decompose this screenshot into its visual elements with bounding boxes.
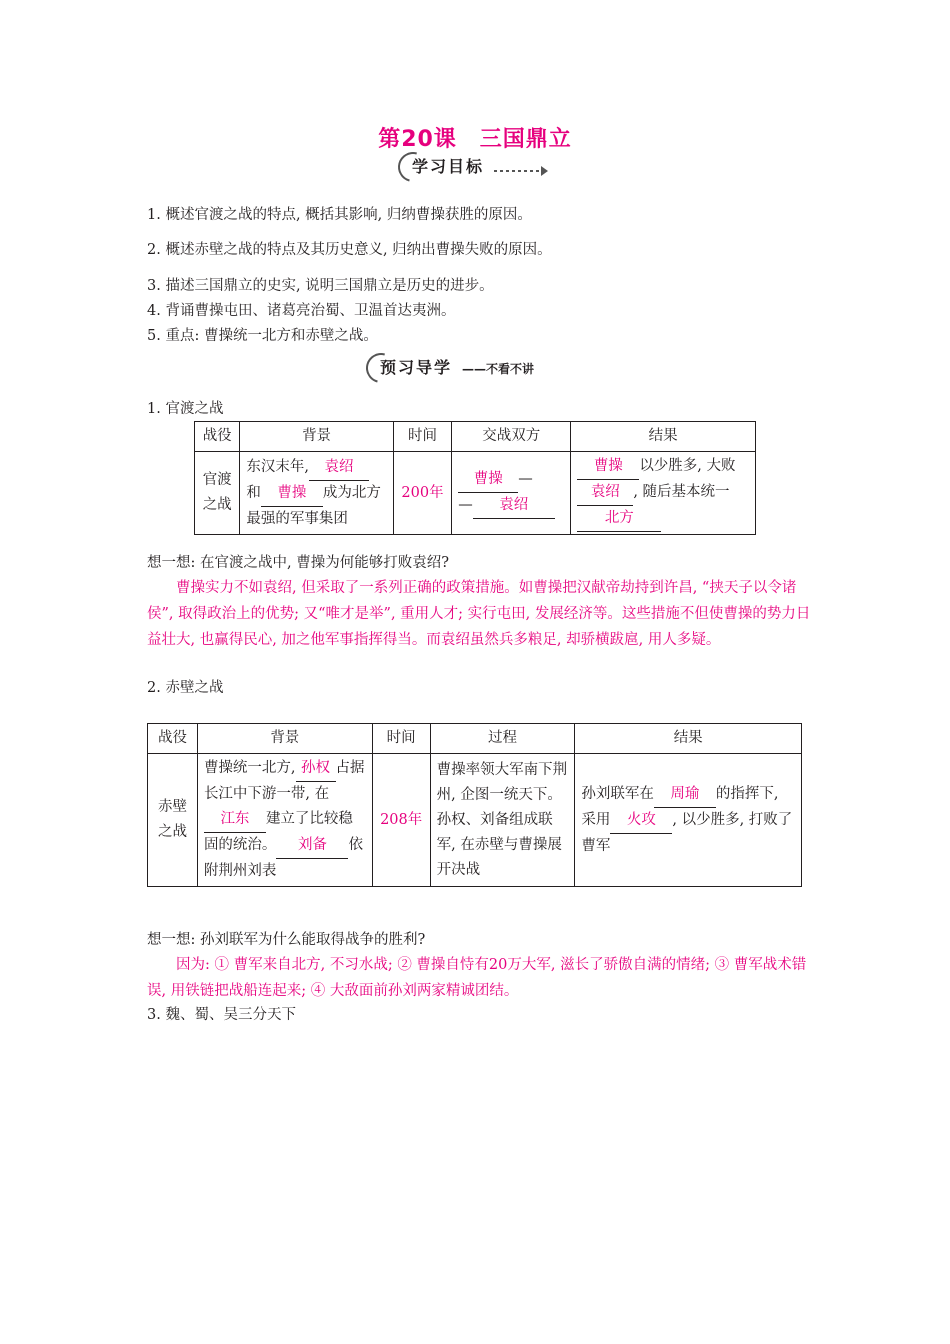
process-cell: 曹操率领大军南下荆州, 企图一统天下。孙权、刘备组成联军, 在赤壁与曹操展开决战 [430, 754, 575, 887]
section-3-heading: 3. 魏、蜀、吴三分天下 [147, 1007, 296, 1023]
background-cell: 东汉末年, 袁绍 和 曹操 成为北方最强的军事集团 [240, 452, 393, 535]
fill-blank: 北方 [577, 506, 661, 532]
section-2-heading: 2. 赤壁之战 [147, 680, 224, 696]
fill-blank: 曹操 [261, 481, 323, 507]
header-cell: 结果 [575, 724, 802, 754]
fill-blank: 袁绍 [577, 480, 633, 506]
fill-blank: 孙权 [296, 756, 336, 782]
battle-name: 赤壁之战 [148, 754, 198, 887]
arrow-tip-icon [541, 166, 548, 176]
goal-5: 5. 重点: 曹操统一北方和赤壁之战。 [147, 328, 378, 344]
header-cell: 战役 [195, 422, 240, 452]
result-cell: 孙刘联军在 周瑜 的指挥下, 采用 火攻 , 以少胜多, 打败了曹军 [575, 754, 802, 887]
goal-1: 1. 概述官渡之战的特点, 概括其影响, 归纳曹操获胜的原因。 [147, 207, 532, 223]
fill-blank: 火攻 [610, 808, 672, 834]
section-banner-preview [366, 351, 588, 381]
time-cell: 208年 [372, 754, 430, 887]
fill-blank: 江东 [204, 807, 266, 833]
banner-sublabel: ——不看不讲 [462, 361, 535, 376]
header-cell: 过程 [430, 724, 575, 754]
answer-2: 因为: ① 曹军来自北方, 不习水战; ② 曹操自恃有20万大军, 滋长了骄傲自满的情绪; ③ 曹军战术错误, 用铁链把战船连起来; ④ 大敌面前孙刘两家精诚团结。 [147, 957, 807, 999]
table-header-row [195, 422, 756, 452]
goal-3: 3. 描述三国鼎立的史实, 说明三国鼎立是历史的进步。 [147, 278, 494, 294]
header-cell: 战役 [148, 724, 198, 754]
section-1-heading: 1. 官渡之战 [147, 401, 224, 417]
header-cell: 交战双方 [452, 422, 571, 452]
background-cell: 曹操统一北方, 孙权 占据长江中下游一带, 在江东 建立了比较稳固的统治。 刘备 依附荆州刘表 [197, 754, 372, 887]
combatants-cell: 曹操 — — 袁绍 [452, 452, 571, 535]
goal-2: 2. 概述赤壁之战的特点及其历史意义, 归纳出曹操失败的原因。 [147, 242, 552, 258]
fill-blank: 周瑜 [654, 782, 716, 808]
dotted-arrow-line [494, 170, 541, 172]
battle-name: 官渡之战 [195, 452, 240, 535]
banner-label: 预习导学 [366, 353, 462, 379]
fill-blank: 曹操 [577, 454, 639, 480]
guandu-table [194, 421, 756, 535]
section-banner-goals [398, 150, 548, 180]
table-row [148, 754, 802, 887]
table-header-row [148, 724, 802, 754]
time-cell: 200年 [393, 452, 452, 535]
answer-1: 曹操实力不如袁绍, 但采取了一系列正确的政策措施。如曹操把汉献帝劫持到许昌, “挟天子以令诸侯”, 取得政治上的优势; 又“唯才是举”, 重用人才; 实行屯田, 发展经济等。这些措施不但使曹操的势力日益壮大, 也赢得民心, 加之他军事指挥得当。而袁绍虽然兵多粮足, 却骄横跋扈, 用人多疑。 [147, 580, 811, 648]
result-cell: 曹操 以少胜多, 大败袁绍 , 随后基本统一北方 [571, 452, 756, 535]
table-row [195, 452, 756, 535]
header-cell: 时间 [393, 422, 452, 452]
header-cell: 时间 [372, 724, 430, 754]
banner-label: 学习目标 [398, 152, 494, 178]
chibi-table [147, 723, 802, 887]
fill-blank: 袁绍 [473, 493, 555, 519]
page-title: 第20课 三国鼎立 [378, 127, 572, 152]
fill-blank: 刘备 [276, 833, 348, 859]
fill-blank: 袁绍 [309, 455, 369, 481]
header-cell: 背景 [240, 422, 393, 452]
goal-4: 4. 背诵曹操屯田、诸葛亮治蜀、卫温首达夷洲。 [147, 303, 456, 319]
question-2: 想一想: 孙刘联军为什么能取得战争的胜利? [147, 932, 426, 948]
header-cell: 背景 [197, 724, 372, 754]
header-cell: 结果 [571, 422, 756, 452]
question-1: 想一想: 在官渡之战中, 曹操为何能够打败袁绍? [147, 555, 449, 571]
fill-blank: 曹操 [458, 467, 518, 493]
